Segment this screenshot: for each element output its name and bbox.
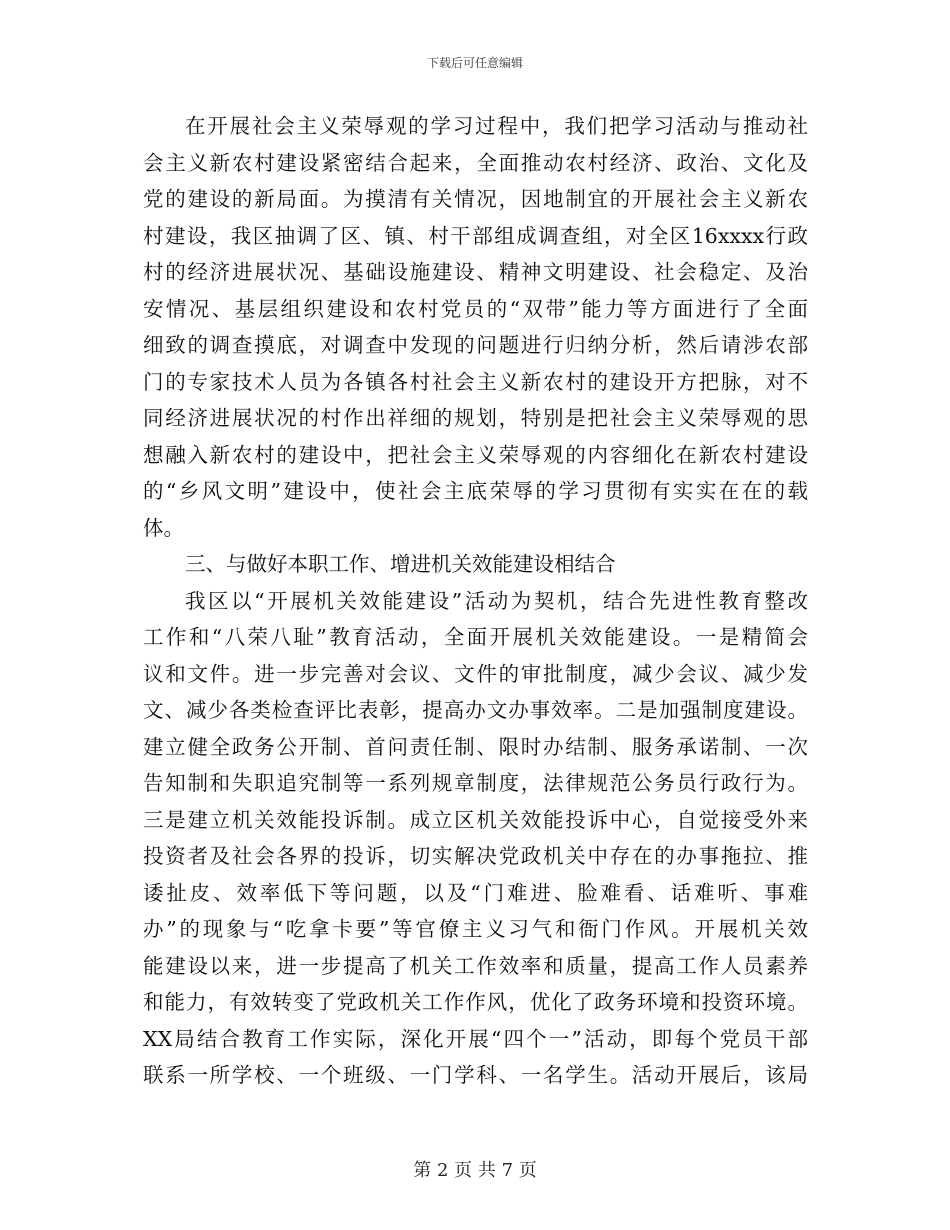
text-line: 村的经济进展状况、基础设施建设、精神文明建设、社会稳定、及治 [143,260,808,284]
text-line: 村建设，我区抽调了区、镇、村干部组成调查组，对全区16xxxx行政 [143,223,808,248]
text-line: 建立健全政务公开制、首问责任制、限时办结制、服务承诺制、一次 [143,734,808,759]
text-line: 和能力，有效转变了党政机关工作作风，优化了政务环境和投资环境。 [143,990,808,1014]
text-line: 文、减少各类检查评比表彰，提高办文办事效率。二是加强制度建设。 [143,698,808,722]
text-line: 能建设以来，进一步提高了机关工作效率和质量，提高工作人员素养 [143,953,808,978]
text-line: 会主义新农村建设紧密结合起来，全面推动农村经济、政治、文化及 [143,150,808,175]
page-header: 下载后可任意编辑 [426,56,523,70]
text-line: 投资者及社会各界的投诉，切实解决党政机关中存在的办事拖拉、推 [143,844,808,868]
text-line: 党的建设的新局面。为摸清有关情况，因地制宜的开展社会主义新农 [143,187,808,211]
text-line: 工作和“八荣八耻”教育活动，全面开展机关效能建设。一是精简会 [143,625,808,649]
text-line: XX局结合教育工作实际，深化开展“四个一”活动，即每个党员干部 [143,1026,808,1051]
document-body [143,108,808,1094]
text-line: 细致的调查摸底，对调查中发现的问题进行归纳分析，然后请涉农部 [143,333,808,357]
text-line: 议和文件。进一步完善对会议、文件的审批制度，减少会议、减少发 [143,661,808,686]
text-line: 联系一所学校、一个班级、一门学科、一名学生。活动开展后，该局 [143,1063,808,1087]
text-line: 安情况、基层组织建设和农村党员的“双带”能力等方面进行了全面 [143,296,808,321]
text-line: 告知制和失职追究制等一系列规章制度，法律规范公务员行政行为。 [143,771,808,795]
text-line: 办”的现象与“吃拿卡要”等官僚主义习气和衙门作风。开展机关效 [143,917,808,941]
text-line: 三、与做好本职工作、增进机关效能建设相结合 [185,552,616,576]
text-line: 的“乡风文明”建设中，使社会主底荣辱的学习贯彻有实实在在的载 [143,479,808,503]
text-line: 想融入新农村的建设中，把社会主义荣辱观的内容细化在新农村建设 [143,442,808,467]
page-footer: 第 2 页 共 7 页 [413,1160,537,1181]
text-line: 我区以“开展机关效能建设”活动为契机，结合先进性教育整改 [185,588,808,613]
text-line: 同经济进展状况的村作出祥细的规划，特别是把社会主义荣辱观的思 [143,406,808,430]
text-line: 在开展社会主义荣辱观的学习过程中，我们把学习活动与推动社 [185,114,808,138]
text-line: 三是建立机关效能投诉制。成立区机关效能投诉中心，自觉接受外来 [143,807,808,832]
text-line: 诿扯皮、效率低下等问题，以及“门难进、脸难看、话难听、事难 [143,880,808,905]
text-line: 体。 [143,515,184,540]
text-line: 门的专家技术人员为各镇各村社会主义新农村的建设开方把脉，对不 [143,369,808,394]
